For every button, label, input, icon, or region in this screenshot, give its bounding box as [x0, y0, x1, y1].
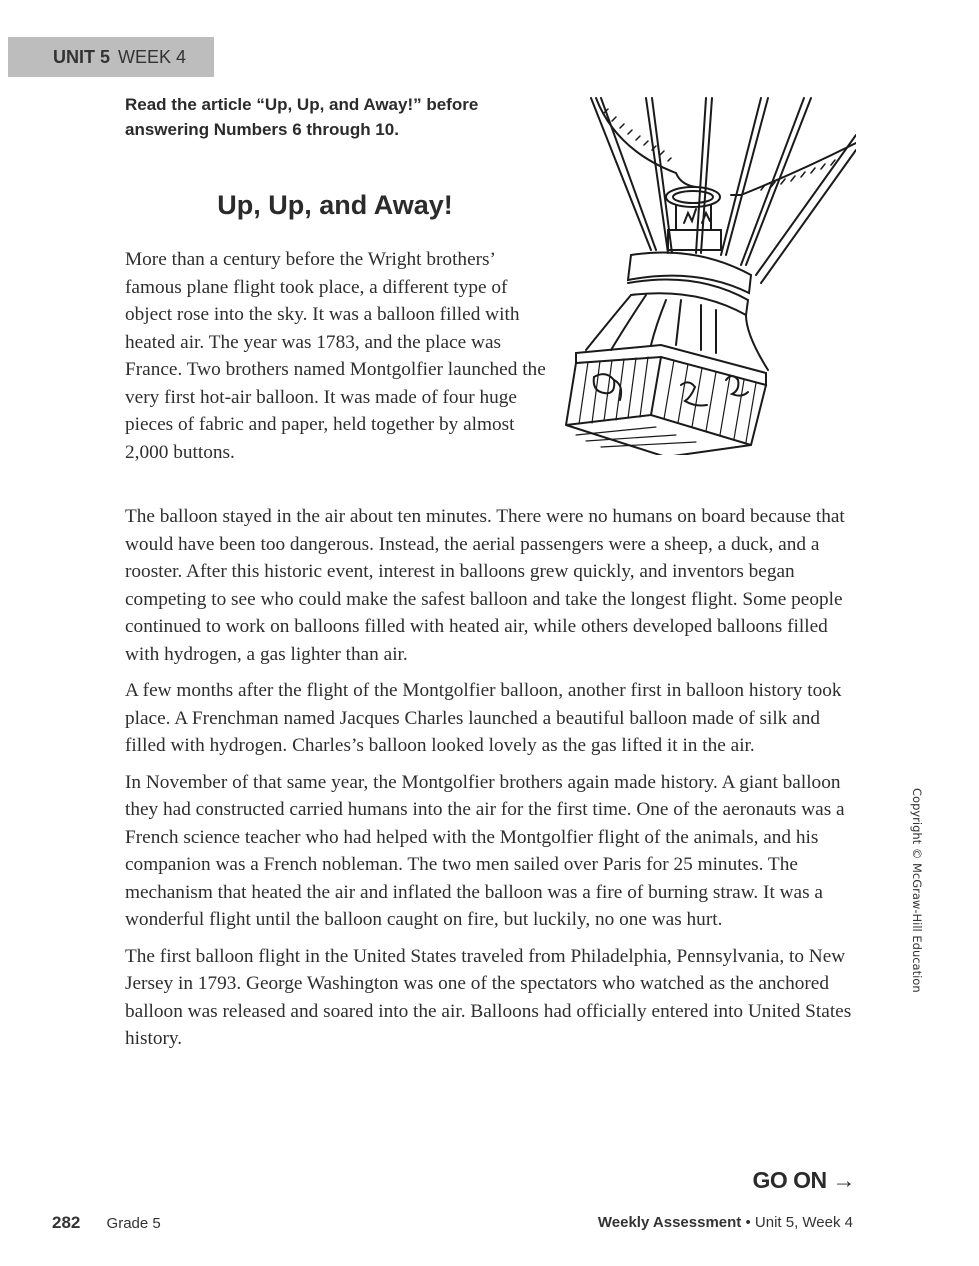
article-paragraph: A few months after the flight of the Montgolfier balloon, another first in balloon history took place. A Frenchman named Jacques Charles launched a beautiful balloon made of silk and filled with hydrogen. Charles’s balloon looked lovely as the gas lifted it in the air. [125, 680, 842, 756]
unit-week-tab [8, 37, 214, 77]
article-title: Up, Up, and Away! [217, 190, 453, 220]
week-label: WEEK 4 [118, 46, 187, 67]
go-on-indicator [752, 1167, 855, 1194]
article-body [125, 503, 860, 1062]
footer-left [52, 1213, 161, 1233]
footer-separator: • [741, 1214, 755, 1231]
page-number: 282 [52, 1213, 81, 1232]
assessment-title: Weekly Assessment [597, 1214, 742, 1231]
arrow-right-icon: → [832, 1167, 855, 1193]
footer-right [598, 1214, 853, 1231]
article-paragraph: In November of that same year, the Montgolfier brothers again made history. A giant balloon they had constructed carried humans into the air for the first time. One of the aeronauts was a French science teacher who had helped with the Montgolfier flight of the animals, and his companion was a French nobleman. The two men sailed over Paris for 25 minutes. The mechanism that heated the air and inflated the balloon was a fire of burning straw. It was a wonderful flight until the balloon caught on fire, but luckily, no one was hurt. [125, 771, 845, 930]
article-paragraph: More than a century before the Wright brothers’ famous plane flight took place, a different type of object rose into the sky. It was a balloon filled with heated air. The year was 1783, and the place was France. Two brothers named Montgolfier launched the very first hot-air balloon. It was made of four huge pieces of fabric and paper, held together by almost 2,000 buttons. [125, 249, 546, 463]
unit-label: UNIT 5 [53, 46, 111, 67]
copyright-notice: Copyright © McGraw-Hill Education [910, 788, 924, 993]
go-on-label: GO ON [752, 1167, 827, 1193]
hot-air-balloon-illustration [556, 95, 856, 455]
reading-instructions: Read the article “Up, Up, and Away!” before answering Numbers 6 through 10. [125, 95, 479, 139]
article-paragraph: The first balloon flight in the United States traveled from Philadelphia, Pennsylvania, to New Jersey in 1793. George Washington was one of the spectators who watched as the anchored balloon was released and soared into the air. Balloons had officially entered into United States history. [125, 945, 852, 1049]
article-paragraph: The balloon stayed in the air about ten minutes. There were no humans on board because that would have been too dangerous. Instead, the aerial passengers were a sheep, a duck, and a rooster. After this historic event, interest in balloons grew quickly, and inventors began competing to see who could make the safest balloon and take the longest flight. Some people continued to work on balloons filled with heated air, while others developed balloons filled with hydrogen, a gas lighter than air. [125, 506, 845, 665]
assessment-unit: Unit 5, Week 4 [754, 1214, 853, 1231]
grade-label: Grade 5 [106, 1215, 161, 1232]
